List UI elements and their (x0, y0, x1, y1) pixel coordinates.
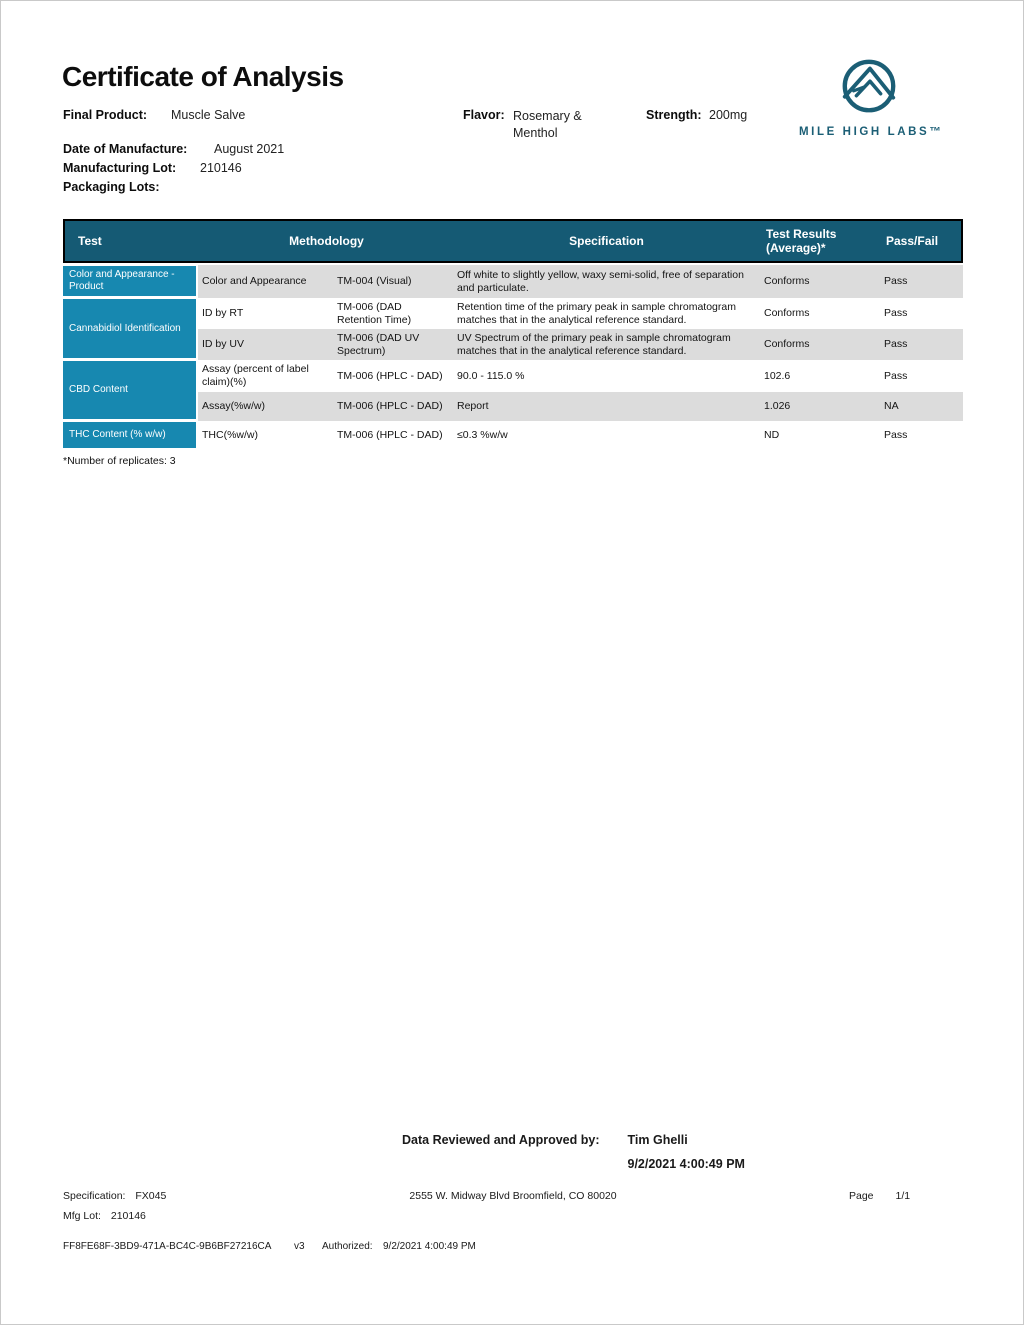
mfg-lot-label: Mfg Lot: (63, 1210, 101, 1222)
cell-result: Conforms (758, 298, 878, 329)
cell-passfail: Pass (878, 265, 963, 298)
approval-datetime: 9/2/2021 4:00:49 PM (627, 1157, 745, 1171)
specification-label: Specification: (63, 1190, 126, 1202)
test-group-color-appearance: Color and Appearance - Product (63, 266, 196, 296)
cell-passfail: Pass (878, 421, 963, 450)
cell-result: Conforms (758, 329, 878, 360)
cell-method: TM-006 (DAD UV Spectrum) (331, 329, 451, 360)
table-body (63, 265, 963, 450)
cell-method: TM-004 (Visual) (331, 265, 451, 298)
cell-test: Assay(%w/w) (198, 392, 331, 421)
flavor-line2: Menthol (513, 125, 558, 140)
header-methodology: Methodology (289, 233, 364, 248)
approval-block (402, 1133, 745, 1172)
authorized-datetime: 9/2/2021 4:00:49 PM (383, 1241, 476, 1252)
final-product-value: Muscle Salve (171, 108, 246, 122)
cell-test: ID by UV (198, 329, 331, 360)
page-title: Certificate of Analysis (62, 61, 344, 92)
packaging-lots-label: Packaging Lots: (63, 180, 160, 194)
cell-passfail: Pass (878, 360, 963, 391)
cell-spec: Off white to slightly yellow, waxy semi-solid, free of separation and particulate. (451, 265, 758, 298)
cell-passfail: Pass (878, 298, 963, 329)
cell-result: Conforms (758, 265, 878, 298)
approved-by-values (628, 1133, 745, 1172)
document-id: FF8FE68F-3BD9-471A-BC4C-9B6BF27216CA (63, 1241, 272, 1252)
footer-specification (63, 1190, 166, 1202)
cell-passfail: Pass (878, 329, 963, 360)
footer-address: 2555 W. Midway Blvd Broomfield, CO 80020 (409, 1190, 617, 1202)
flavor-label: Flavor: (463, 108, 505, 122)
cell-test: ID by RT (198, 298, 331, 329)
document-version: v3 (294, 1241, 305, 1252)
replicates-footnote: *Number of replicates: 3 (63, 454, 176, 467)
cell-spec: Report (451, 392, 758, 421)
flavor-value (513, 108, 608, 142)
approver-name: Tim Ghelli (627, 1133, 688, 1147)
test-group-thc-content: THC Content (% w/w) (63, 422, 196, 448)
mfg-lot-value: 210146 (110, 1210, 146, 1222)
cell-test: THC(%w/w) (198, 421, 331, 450)
header-test-results: Test Results (Average)* (766, 226, 837, 255)
authorized-label: Authorized: (322, 1241, 373, 1252)
cell-method: TM-006 (HPLC - DAD) (331, 360, 451, 391)
mountain-circle-logo-icon (838, 56, 900, 123)
brand-name: MILE HIGH LABS™ (799, 126, 944, 138)
final-product-label: Final Product: (63, 108, 148, 122)
header-test: Test (78, 233, 102, 248)
manufacturing-lot-label: Manufacturing Lot: (63, 161, 177, 175)
table-header-row (63, 219, 963, 263)
results-table (63, 219, 963, 467)
cell-test: Color and Appearance (198, 265, 331, 298)
footer-mfg-lot (63, 1210, 146, 1222)
cell-result: 102.6 (758, 360, 878, 391)
mile-high-labs-logo (799, 56, 944, 138)
page-value: 1/1 (895, 1190, 911, 1202)
approved-by-label: Data Reviewed and Approved by: (402, 1133, 600, 1147)
manufacturing-lot-value: 210146 (200, 161, 242, 175)
cell-result: ND (758, 421, 878, 450)
header-pass-fail: Pass/Fail (886, 233, 939, 248)
cell-passfail: NA (878, 392, 963, 421)
cell-spec: Retention time of the primary peak in sample chromatogram matches that in the analytical reference standard. (451, 298, 758, 329)
test-group-cannabidiol-id: Cannabidiol Identification (63, 299, 196, 358)
footer-page (849, 1190, 910, 1202)
page-label: Page (849, 1190, 874, 1202)
flavor-line1: Rosemary & (513, 109, 582, 123)
cell-test: Assay (percent of label claim)(%) (198, 360, 331, 391)
date-of-manufacture-label: Date of Manufacture: (63, 142, 188, 156)
cell-method: TM-006 (DAD Retention Time) (331, 298, 451, 329)
cell-spec: 90.0 - 115.0 % (451, 360, 758, 391)
strength-label: Strength: (646, 108, 702, 122)
cell-result: 1.026 (758, 392, 878, 421)
date-of-manufacture-value: August 2021 (214, 142, 285, 156)
cell-method: TM-006 (HPLC - DAD) (331, 392, 451, 421)
test-group-cbd-content: CBD Content (63, 361, 196, 418)
cell-method: TM-006 (HPLC - DAD) (331, 421, 451, 450)
cell-spec: UV Spectrum of the primary peak in sample chromatogram matches that in the analytical reference standard. (451, 329, 758, 360)
cell-spec: ≤0.3 %w/w (451, 421, 758, 450)
strength-value: 200mg (709, 108, 748, 122)
specification-value: FX045 (135, 1190, 167, 1202)
header-specification: Specification (569, 233, 644, 248)
